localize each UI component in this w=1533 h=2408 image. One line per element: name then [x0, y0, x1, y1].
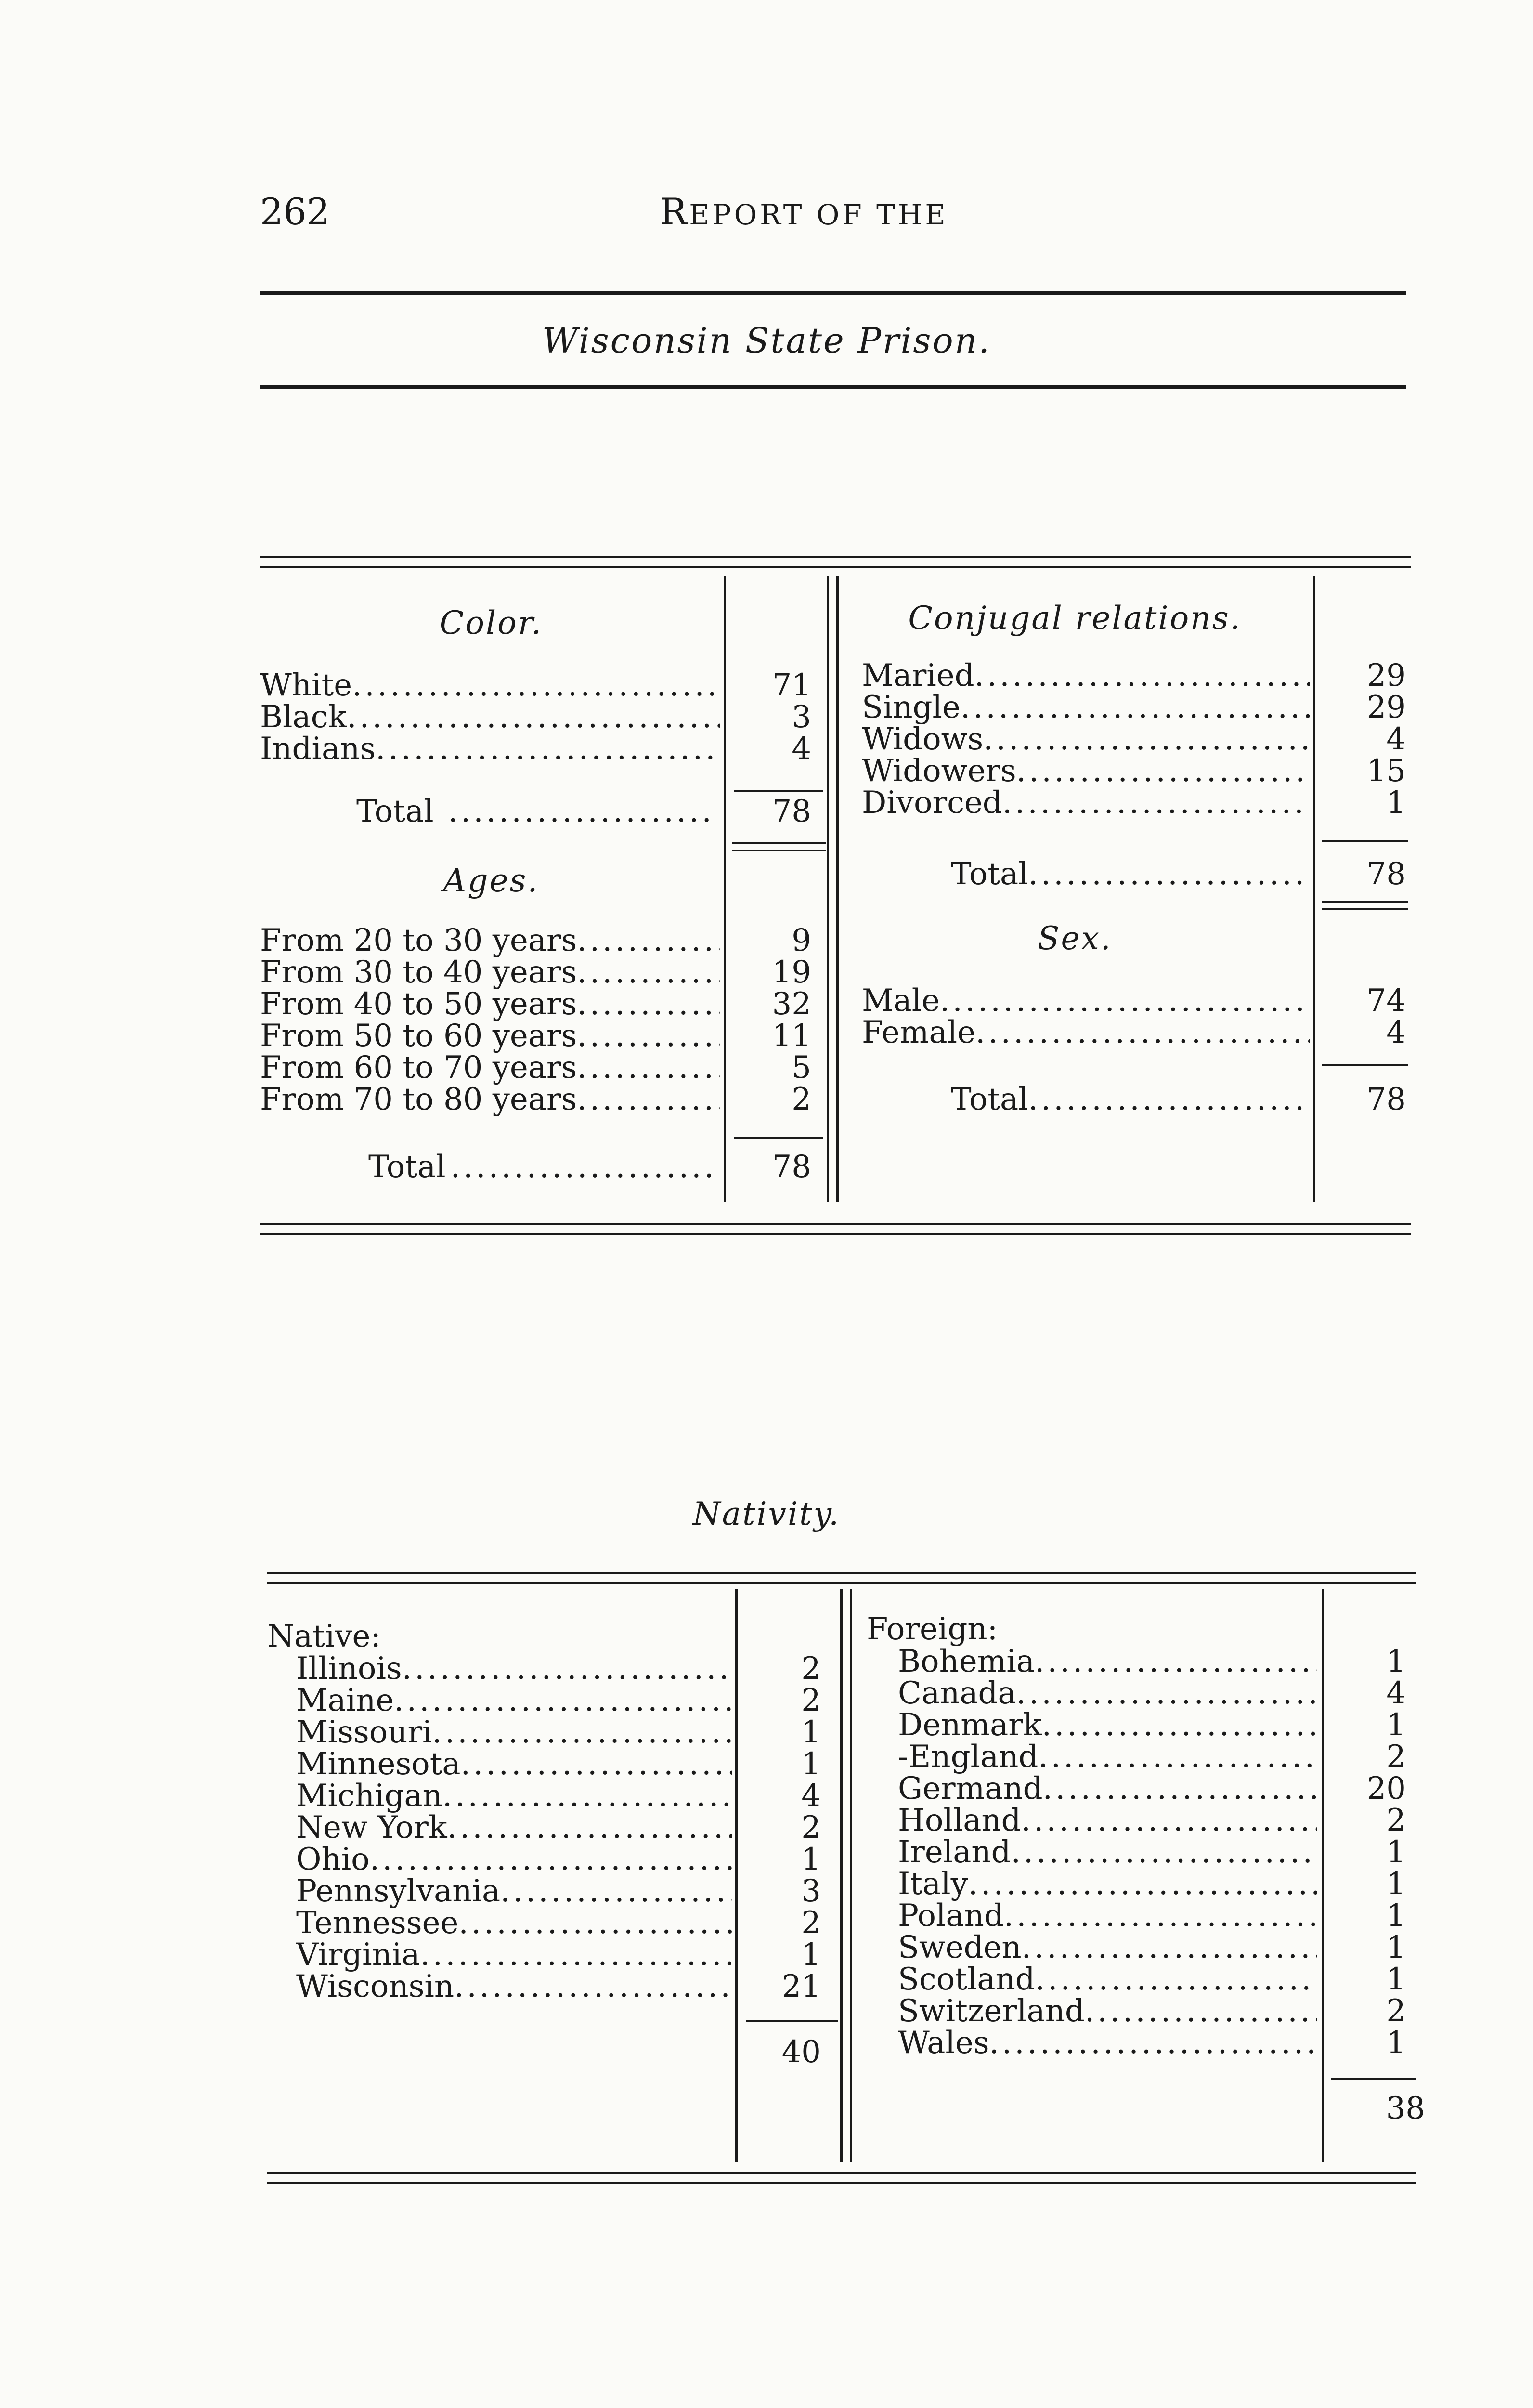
leader-dots — [454, 1971, 732, 2002]
row-value: 4 — [1386, 1015, 1406, 1050]
row-label: From 70 to 80 years — [260, 1082, 577, 1117]
table-row — [260, 701, 720, 733]
leader-dots — [376, 733, 720, 765]
table-row — [898, 1900, 1317, 1932]
row-value: 4 — [801, 1778, 821, 1814]
leader-dots — [500, 1875, 732, 1907]
row-label: Wales — [898, 2025, 989, 2061]
leader-dots — [1042, 1709, 1317, 1741]
leader-dots — [577, 1020, 720, 1052]
page-number: 262 — [260, 190, 330, 233]
row-label: Maried — [862, 658, 974, 694]
page-subtitle: Wisconsin State Prison. — [542, 320, 991, 361]
table-row — [898, 1868, 1317, 1900]
row-label: Denmark — [898, 1707, 1042, 1743]
row-label: White — [260, 667, 352, 703]
total-rule — [1322, 908, 1408, 910]
header-rule-bottom — [260, 385, 1406, 389]
row-label: -England — [898, 1739, 1039, 1775]
nativity-title: Nativity. — [692, 1495, 841, 1532]
row-label: Michigan — [296, 1778, 442, 1814]
row-value: 1 — [801, 1937, 821, 1973]
column-rule — [840, 1589, 843, 2162]
row-value: 2 — [1386, 1739, 1406, 1775]
table-row — [260, 956, 720, 988]
row-label: Maine — [296, 1683, 394, 1718]
sum-rule — [1322, 840, 1408, 842]
row-label: Widows — [862, 721, 984, 757]
row-label: Single — [862, 690, 961, 725]
sex-total: 78 — [1366, 1082, 1406, 1117]
total-rule — [732, 850, 826, 851]
leader-dots — [577, 925, 720, 956]
leader-dots — [1035, 1963, 1317, 1995]
total-text: Total — [951, 856, 1028, 892]
row-value: 1 — [1386, 1834, 1406, 1870]
table-row — [898, 1677, 1317, 1709]
row-value: 15 — [1366, 753, 1406, 789]
sum-rule — [734, 790, 823, 792]
table-row — [862, 985, 1310, 1017]
leader-dots — [1043, 1773, 1317, 1805]
native-total: 40 — [781, 2034, 821, 2070]
row-value: 5 — [792, 1050, 811, 1086]
table-row — [296, 1939, 732, 1971]
conjugal-total-label — [951, 858, 1307, 890]
leader-dots — [968, 1868, 1317, 1900]
table-rule — [260, 556, 1411, 558]
table-row — [296, 1875, 732, 1907]
sum-rule — [1331, 2078, 1416, 2080]
row-value: 9 — [792, 923, 811, 958]
leader-dots — [352, 669, 720, 701]
leader-dots — [420, 1939, 732, 1971]
sum-rule — [734, 1137, 823, 1139]
row-value: 3 — [792, 699, 811, 735]
row-value: 2 — [801, 1683, 821, 1718]
row-label: Canada — [898, 1675, 1016, 1711]
ages-total-label — [368, 1151, 717, 1183]
header-rule-top — [260, 291, 1406, 295]
leader-dots — [940, 985, 1310, 1017]
table-row — [260, 1020, 720, 1052]
row-value: 1 — [801, 1714, 821, 1750]
table-row — [862, 755, 1310, 787]
row-label: Germand — [898, 1771, 1043, 1806]
conjugal-total: 78 — [1366, 856, 1406, 892]
table-row — [898, 1709, 1317, 1741]
leader-dots — [577, 956, 720, 988]
foreign-label: Foreign: — [867, 1611, 998, 1647]
table-row — [296, 1748, 732, 1780]
row-label: Divorced — [862, 785, 1002, 821]
row-label: Ohio — [296, 1842, 370, 1877]
total-text: Total — [356, 794, 434, 829]
column-rule — [1313, 576, 1315, 1202]
leader-dots — [577, 1052, 720, 1084]
row-label: Wisconsin — [296, 1969, 455, 2004]
table-row — [296, 1685, 732, 1716]
table-row — [898, 1805, 1317, 1836]
leader-dots — [1035, 1646, 1317, 1677]
row-label: New York — [296, 1810, 447, 1845]
table-row — [862, 692, 1310, 723]
leader-dots — [1085, 1995, 1317, 2027]
column-rule — [1322, 1589, 1324, 2162]
sum-rule — [1322, 1064, 1408, 1066]
running-head — [660, 190, 948, 233]
column-rule — [836, 576, 839, 1202]
ages-title: Ages. — [443, 862, 539, 899]
table-row — [862, 660, 1310, 692]
color-total-label — [356, 796, 717, 827]
row-label: Pennsylvania — [296, 1873, 501, 1909]
leader-dots — [1021, 1805, 1317, 1836]
foreign-total: 38 — [1386, 2091, 1425, 2126]
row-label: Tennessee — [296, 1905, 459, 1941]
table-row — [898, 1995, 1317, 2027]
total-rule — [1322, 901, 1408, 903]
row-label: Bohemia — [898, 1644, 1035, 1679]
row-value: 1 — [1386, 2025, 1406, 2061]
table-row — [296, 1653, 732, 1685]
ages-total: 78 — [772, 1149, 811, 1185]
leader-dots — [394, 1685, 732, 1716]
total-text: Total — [368, 1149, 446, 1185]
row-value: 1 — [1386, 1866, 1406, 1902]
row-value: 2 — [801, 1651, 821, 1687]
row-value: 74 — [1366, 983, 1406, 1019]
row-label: Indians — [260, 731, 376, 767]
row-label: Sweden — [898, 1930, 1022, 1965]
sum-rule — [746, 2020, 838, 2022]
table-row — [898, 1741, 1317, 1773]
table-row — [898, 1836, 1317, 1868]
leader-dots — [577, 988, 720, 1020]
column-rule — [724, 576, 726, 1202]
leader-dots — [402, 1653, 732, 1685]
table-row — [862, 787, 1310, 819]
leader-dots — [961, 692, 1310, 723]
color-title: Color. — [439, 604, 543, 641]
row-label: From 40 to 50 years — [260, 986, 577, 1022]
row-value: 32 — [772, 986, 811, 1022]
row-value: 20 — [1366, 1771, 1406, 1806]
leader-dots — [983, 723, 1310, 755]
leader-dots — [1011, 1836, 1317, 1868]
table-row — [898, 1773, 1317, 1805]
row-value: 1 — [801, 1746, 821, 1782]
leader-dots — [1038, 1741, 1317, 1773]
leader-dots — [347, 701, 720, 733]
leader-dots — [442, 1780, 732, 1812]
table-row — [296, 1780, 732, 1812]
column-rule — [850, 1589, 852, 2162]
table-row — [898, 1963, 1317, 1995]
leader-dots — [432, 1716, 732, 1748]
row-label: Widowers — [862, 753, 1016, 789]
leader-dots — [974, 660, 1310, 692]
table-row — [260, 1052, 720, 1084]
row-label: Ireland — [898, 1834, 1011, 1870]
row-label: Minnesota — [296, 1746, 461, 1782]
row-label: Illinois — [296, 1651, 402, 1687]
row-label: Switzerland — [898, 1993, 1085, 2029]
leader-dots — [1004, 1900, 1317, 1932]
row-value: 29 — [1366, 658, 1406, 694]
table-row — [898, 1932, 1317, 1963]
row-label: Poland — [898, 1898, 1004, 1934]
row-value: 1 — [1386, 1898, 1406, 1934]
leader-dots — [1002, 787, 1310, 819]
row-value: 2 — [801, 1905, 821, 1941]
table-rule — [267, 1582, 1416, 1584]
table-row — [296, 1907, 732, 1939]
column-rule — [827, 576, 829, 1202]
table-rule — [260, 1223, 1411, 1225]
row-value: 29 — [1366, 690, 1406, 725]
sex-total-label — [951, 1084, 1307, 1115]
row-value: 19 — [772, 955, 811, 990]
column-rule — [735, 1589, 738, 2162]
row-value: 11 — [772, 1018, 811, 1054]
table-row — [898, 2027, 1317, 2059]
row-label: Female — [862, 1015, 975, 1050]
leader-dots — [975, 1017, 1310, 1048]
total-rule — [732, 842, 826, 844]
table-row — [296, 1844, 732, 1875]
leader-dots — [461, 1748, 732, 1780]
row-label: From 60 to 70 years — [260, 1050, 577, 1086]
row-value: 2 — [1386, 1803, 1406, 1838]
table-row — [260, 925, 720, 956]
table-row — [260, 669, 720, 701]
row-value: 1 — [1386, 1644, 1406, 1679]
native-label: Native: — [267, 1619, 381, 1654]
table-row — [260, 1084, 720, 1115]
row-value: 4 — [792, 731, 811, 767]
row-value: 3 — [801, 1873, 821, 1909]
table-row — [260, 988, 720, 1020]
table-row — [260, 733, 720, 765]
table-rule — [267, 2172, 1416, 2174]
table-rule — [260, 1233, 1411, 1235]
total-text: Total — [951, 1082, 1028, 1117]
row-label: Male — [862, 983, 940, 1019]
color-total: 78 — [772, 794, 811, 829]
row-value: 1 — [1386, 785, 1406, 821]
conjugal-title: Conjugal relations. — [908, 600, 1242, 637]
row-label: Italy — [898, 1866, 968, 1902]
row-value: 71 — [772, 667, 811, 703]
leader-dots — [370, 1844, 732, 1875]
running-head-initial: R — [660, 190, 689, 233]
row-label: From 50 to 60 years — [260, 1018, 577, 1054]
row-value: 1 — [1386, 1930, 1406, 1965]
row-label: Missouri — [296, 1714, 432, 1750]
table-row — [296, 1971, 732, 2002]
row-label: Scotland — [898, 1962, 1035, 1997]
row-value: 4 — [1386, 721, 1406, 757]
running-head-rest: EPORT OF THE — [689, 198, 948, 231]
row-value: 2 — [792, 1082, 811, 1117]
table-rule — [260, 566, 1411, 568]
leader-dots — [989, 2027, 1317, 2059]
row-label: From 20 to 30 years — [260, 923, 577, 958]
sex-title: Sex. — [1038, 920, 1112, 957]
row-label: Black — [260, 699, 347, 735]
table-row — [862, 1017, 1310, 1048]
row-value: 21 — [781, 1969, 821, 2004]
row-value: 1 — [801, 1842, 821, 1877]
row-label: Holland — [898, 1803, 1021, 1838]
table-row — [898, 1646, 1317, 1677]
row-value: 1 — [1386, 1707, 1406, 1743]
table-row — [296, 1812, 732, 1844]
leader-dots — [447, 1812, 732, 1844]
table-row — [296, 1716, 732, 1748]
row-value: 2 — [1386, 1993, 1406, 2029]
row-label: From 30 to 40 years — [260, 955, 577, 990]
table-rule — [267, 1572, 1416, 1574]
table-rule — [267, 2182, 1416, 2184]
table-row — [862, 723, 1310, 755]
row-value: 4 — [1386, 1675, 1406, 1711]
row-label: Virginia — [296, 1937, 420, 1973]
row-value: 1 — [1386, 1962, 1406, 1997]
leader-dots — [577, 1084, 720, 1115]
leader-dots — [458, 1907, 732, 1939]
leader-dots — [1016, 1677, 1317, 1709]
leader-dots — [1016, 755, 1310, 787]
leader-dots — [1022, 1932, 1317, 1963]
row-value: 2 — [801, 1810, 821, 1845]
